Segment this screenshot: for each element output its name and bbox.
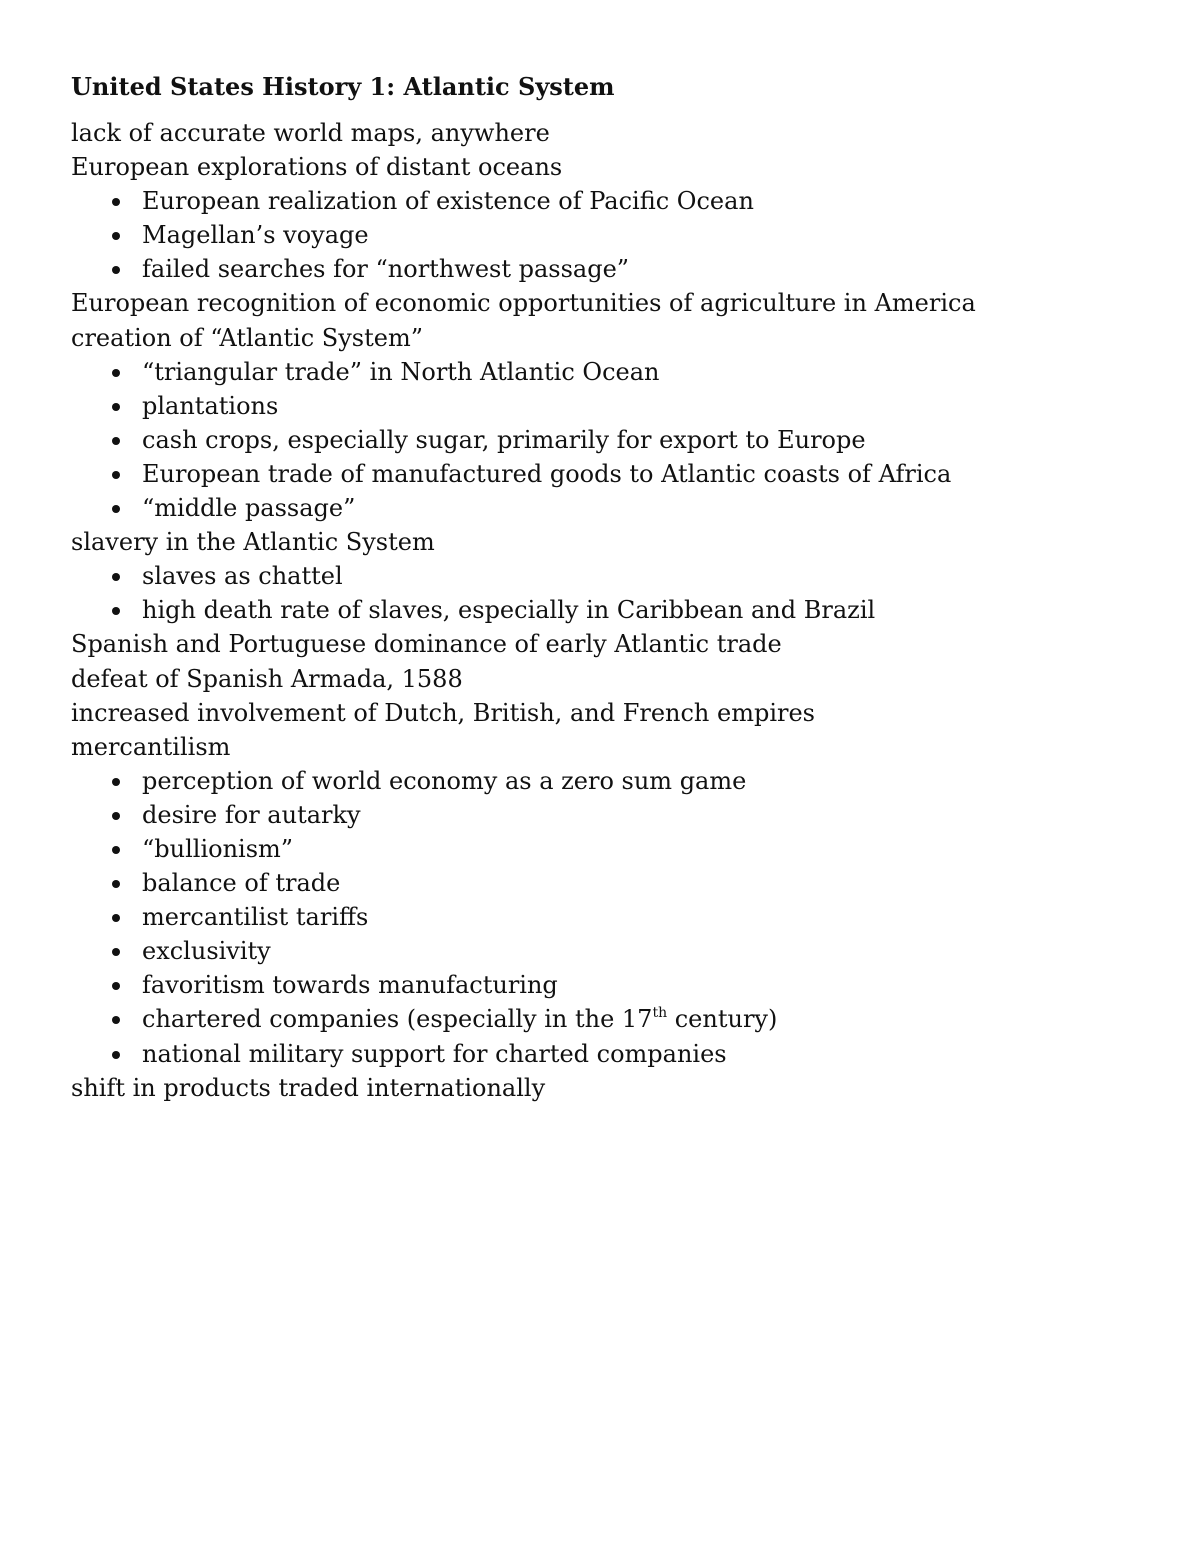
bullet-item — [71, 184, 1200, 218]
bullet-icon — [112, 846, 120, 854]
line-text: desire for autarky — [142, 800, 361, 829]
line-text: shift in products traded internationally — [71, 1073, 546, 1102]
text-line — [71, 525, 1200, 559]
line-text: European realization of existence of Pacific Ocean — [142, 187, 754, 216]
bullet-item — [71, 252, 1200, 286]
bullet-item — [71, 593, 1200, 627]
line-text: plantations — [142, 391, 279, 420]
text-line — [71, 286, 1200, 320]
line-text: “triangular trade” in North Atlantic Ocean — [142, 357, 660, 386]
line-text: slavery in the Atlantic System — [71, 528, 435, 557]
line-text: mercantilist tariffs — [142, 903, 369, 932]
bullet-item — [71, 1037, 1200, 1071]
bullet-icon — [112, 778, 120, 786]
bullet-item — [71, 900, 1200, 934]
bullet-icon — [112, 403, 120, 411]
line-text: European recognition of economic opportunities of agriculture in America — [71, 289, 976, 318]
bullet-item — [71, 218, 1200, 252]
bullet-item — [71, 934, 1200, 968]
bullet-item — [71, 968, 1200, 1002]
line-text: failed searches for “northwest passage” — [142, 255, 630, 284]
text-line — [71, 150, 1200, 184]
bullet-item — [71, 389, 1200, 423]
line-text: creation of “Atlantic System” — [71, 323, 423, 352]
bullet-item — [71, 559, 1200, 593]
bullet-icon — [112, 232, 120, 240]
bullet-icon — [112, 437, 120, 445]
bullet-icon — [112, 573, 120, 581]
bullet-item — [71, 457, 1200, 491]
text-line — [71, 116, 1200, 150]
line-text: slaves as chattel — [142, 562, 343, 591]
line-text: favoritism towards manufacturing — [142, 971, 558, 1000]
line-text: increased involvement of Dutch, British, and French empires — [71, 698, 815, 727]
line-text: Spanish and Portuguese dominance of early Atlantic trade — [71, 630, 782, 659]
bullet-icon — [112, 880, 120, 888]
bullet-item — [71, 798, 1200, 832]
bullet-icon — [112, 1016, 120, 1024]
bullet-item — [71, 764, 1200, 798]
line-text: “middle passage” — [142, 494, 356, 523]
line-text: “bullionism” — [142, 834, 294, 863]
text-line — [71, 321, 1200, 355]
bullet-icon — [112, 369, 120, 377]
line-text: defeat of Spanish Armada, 1588 — [71, 664, 463, 693]
bullet-icon — [112, 505, 120, 513]
bullet-icon — [112, 948, 120, 956]
bullet-item — [71, 832, 1200, 866]
bullet-item — [71, 355, 1200, 389]
bullet-item — [71, 491, 1200, 525]
line-text: cash crops, especially sugar, primarily for export to Europe — [142, 425, 866, 454]
bullet-icon — [112, 266, 120, 274]
bullet-icon — [112, 198, 120, 206]
text-line — [71, 730, 1200, 764]
line-text: Magellan’s voyage — [142, 221, 369, 250]
line-text: balance of trade — [142, 869, 341, 898]
line-text: exclusivity — [142, 937, 271, 966]
bullet-icon — [112, 914, 120, 922]
bullet-icon — [112, 1051, 120, 1059]
line-text: high death rate of slaves, especially in Caribbean and Brazil — [142, 596, 876, 625]
line-text: perception of world economy as a zero sum game — [142, 766, 747, 795]
bullet-item — [71, 866, 1200, 900]
document-body — [71, 116, 1200, 1105]
line-text: mercantilism — [71, 732, 231, 761]
bullet-icon — [112, 812, 120, 820]
text-line — [71, 662, 1200, 696]
bullet-icon — [112, 607, 120, 615]
line-text: national military support for charted companies — [142, 1039, 727, 1068]
line-text-continued: century) — [667, 1005, 778, 1034]
line-text: European trade of manufactured goods to Atlantic coasts of Africa — [142, 459, 952, 488]
line-text: chartered companies (especially in the 17 — [142, 1005, 653, 1034]
bullet-item — [71, 423, 1200, 457]
text-line — [71, 627, 1200, 661]
bullet-icon — [112, 471, 120, 479]
bullet-item — [71, 1002, 1200, 1036]
line-text: lack of accurate world maps, anywhere — [71, 119, 550, 147]
text-line — [71, 696, 1200, 730]
text-line — [71, 1071, 1200, 1105]
superscript-text: th — [652, 1005, 668, 1022]
line-text: European explorations of distant oceans — [71, 153, 563, 182]
document-title: United States History 1: Atlantic System — [71, 72, 615, 101]
bullet-icon — [112, 982, 120, 990]
